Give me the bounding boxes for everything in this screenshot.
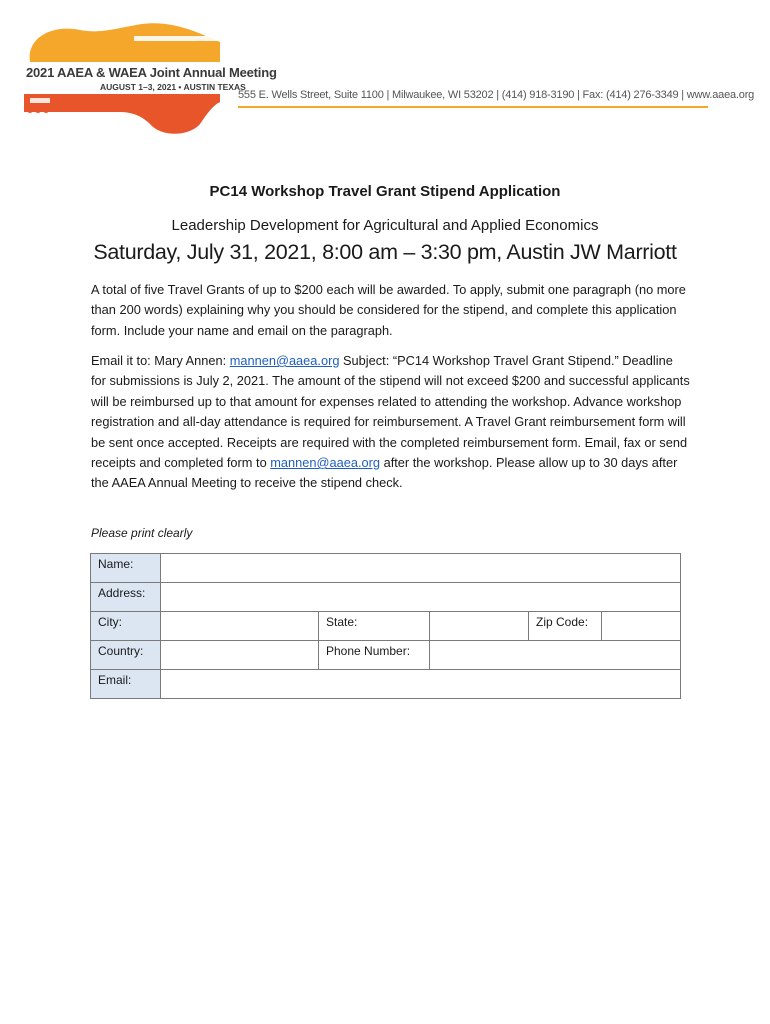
table-row [91,670,681,699]
organization-address: 555 E. Wells Street, Suite 1100 | Milwaukee, WI 53202 | (414) 918-3190 | Fax: (414) 276-3349 | www.aaea.org [238,89,755,101]
email-link[interactable]: mannen@aaea.org [229,353,340,368]
country-label: Country: [91,641,161,670]
email-label: Email: [91,670,161,699]
logo-subtitle: AUGUST 1–3, 2021 • AUSTIN TEXAS [100,82,246,92]
logo-title: 2021 AAEA & WAEA Joint Annual Meeting [26,65,277,80]
header-divider [238,106,708,108]
email-link-2[interactable]: mannen@aaea.org [270,455,381,471]
name-label: Name: [91,554,161,583]
instructions-text-1: Email it to: Mary Annen: [91,353,230,368]
instructions-text-2: Subject: “PC14 Workshop Travel Grant Stipend.” Deadline for submissions is July 2, 2021. The amount of the stipend will not exceed $200 and successful applicants will be reimbursed up to that amount for expenses related to attending the workshop. Advance workshop registration and all-day attendance is required for reimbursement. A Travel Grant reimbursement form will be sent once accepted. Receipts are required with the completed reimbursement form. Email, fax or send receipts and completed form to [91,353,690,471]
state-label: State: [319,612,430,641]
application-form-table [90,553,681,699]
print-note: Please print clearly [91,526,193,540]
email-field[interactable] [161,670,681,699]
intro-paragraph: A total of five Travel Grants of up to $200 each will be awarded. To apply, submit one paragraph (no more than 200 words) explaining why you should be considered for the stipend, and complete this application form. Include your name and email on the paragraph. [91,282,686,338]
instructions-text-3: after the workshop. Please allow up to 30 days after the AAEA Annual Meeting to receive the stipend check. [91,455,678,491]
name-field[interactable] [161,554,681,583]
address-field[interactable] [161,583,681,612]
table-row [91,641,681,670]
table-row [91,583,681,612]
phone-label: Phone Number: [319,641,430,670]
country-field[interactable] [161,641,319,670]
zip-field[interactable] [602,612,681,641]
phone-field[interactable] [430,641,681,670]
table-row [91,612,681,641]
state-field[interactable] [430,612,529,641]
meeting-logo [22,20,277,135]
address-label: Address: [91,583,161,612]
zip-label: Zip Code: [529,612,602,641]
document-subtitle: Leadership Development for Agricultural and Applied Economics [171,217,599,234]
event-date-line: Saturday, July 31, 2021, 8:00 am – 3:30 pm, Austin JW Marriott [93,240,677,264]
city-label: City: [91,612,161,641]
document-title: PC14 Workshop Travel Grant Stipend Application [209,183,561,200]
instructions-paragraph [91,351,691,494]
table-row [91,554,681,583]
city-field[interactable] [161,612,319,641]
